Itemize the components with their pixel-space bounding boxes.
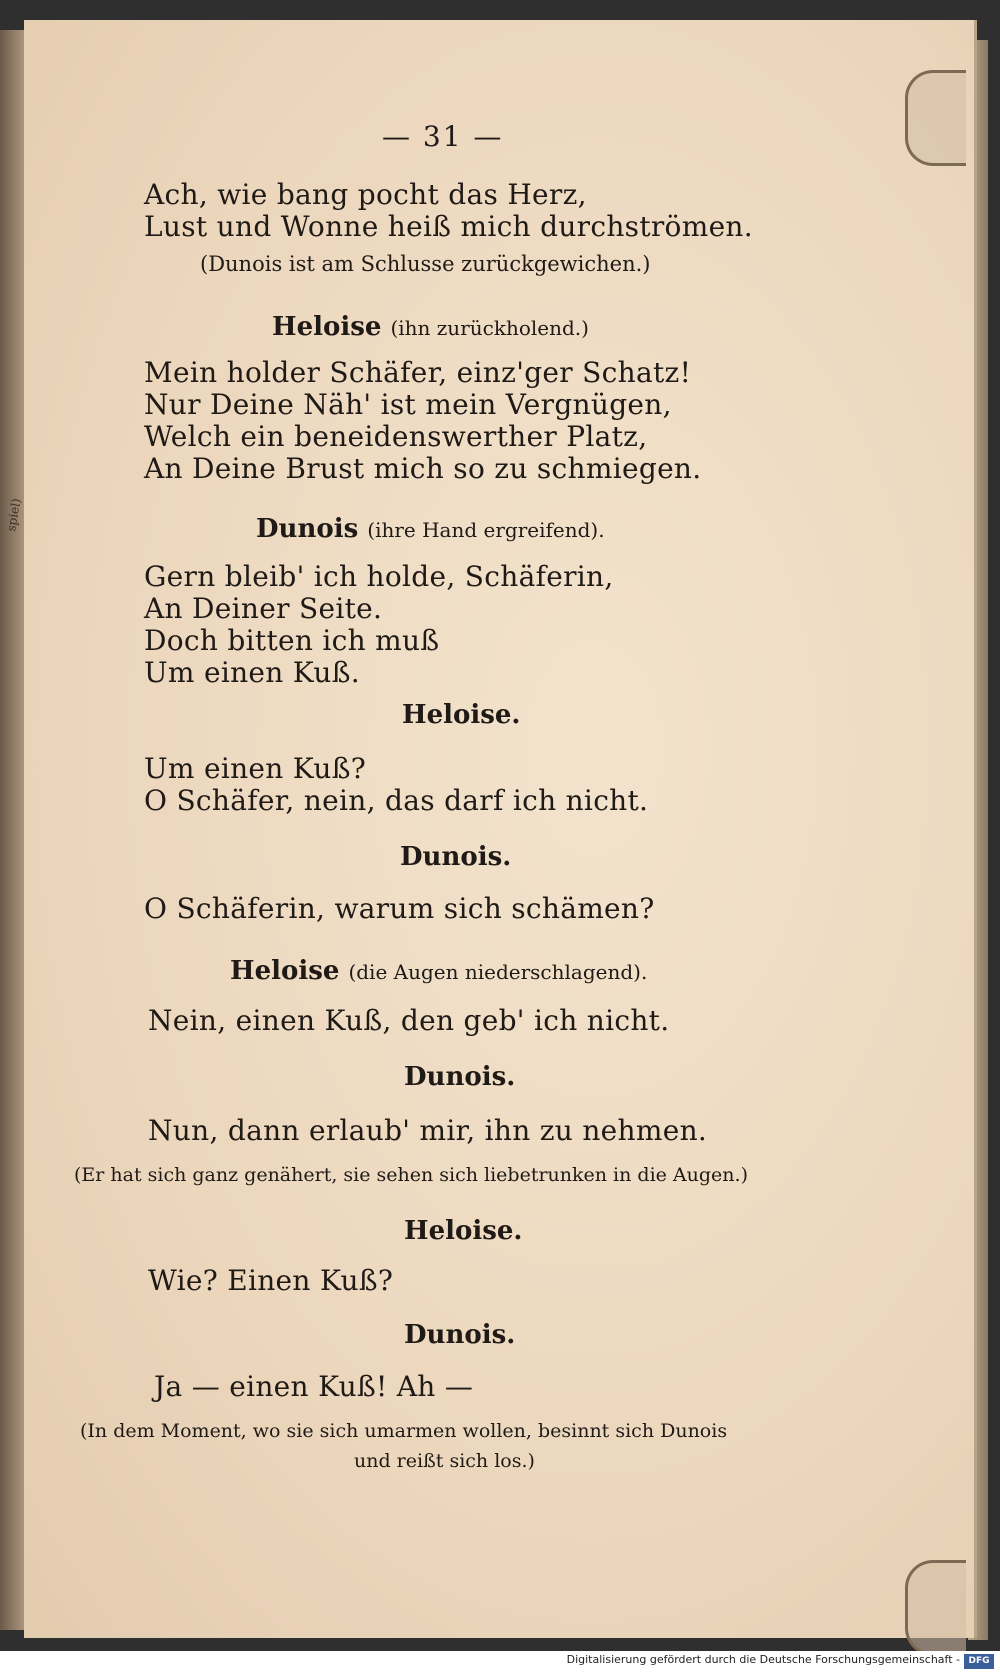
speaker-name: Heloise: [272, 312, 382, 342]
verse-line: Um einen Kuß.: [144, 656, 360, 689]
verse-line: Welch ein beneidenswerther Platz,: [144, 420, 648, 453]
speaker-heading: [230, 956, 647, 986]
speaker-heading: [272, 312, 589, 342]
verse-line: Um einen Kuß?: [144, 752, 367, 785]
verse-line: Wie? Einen Kuß?: [148, 1264, 394, 1297]
page-clip-top: [905, 70, 966, 166]
verse-line: O Schäferin, warum sich schämen?: [144, 892, 655, 925]
verse-line: Gern bleib' ich holde, Schäferin,: [144, 560, 614, 593]
speaker-direction: (die Augen niederschlagend).: [348, 960, 648, 984]
speaker-direction: (ihn zurückholend.): [390, 316, 589, 340]
stage-direction: (Er hat sich ganz genähert, sie sehen sich liebetrunken in die Augen.): [74, 1164, 748, 1186]
book-page: [24, 20, 977, 1638]
speaker-name: Heloise.: [404, 1216, 523, 1246]
verse-line: Nein, einen Kuß, den geb' ich nicht.: [148, 1004, 670, 1037]
verse-line: Lust und Wonne heiß mich durchströmen.: [144, 210, 753, 243]
speaker-heading: [400, 842, 511, 872]
speaker-direction: (ihre Hand ergreifend).: [367, 518, 605, 542]
verse-line: O Schäfer, nein, das darf ich nicht.: [144, 784, 649, 817]
speaker-name: Dunois.: [404, 1062, 516, 1092]
stage-direction: (Dunois ist am Schlusse zurückgewichen.): [200, 252, 651, 276]
speaker-heading: [404, 1216, 522, 1246]
speaker-heading: [404, 1320, 515, 1350]
stage-direction: und reißt sich los.): [354, 1450, 535, 1472]
speaker-name: Heloise: [230, 956, 340, 986]
speaker-heading: [256, 514, 605, 544]
stage-direction: (In dem Moment, wo sie sich umarmen wollen, besinnt sich Dunois: [80, 1420, 728, 1442]
verse-line: Ja — einen Kuß! Ah —: [154, 1370, 474, 1403]
verse-line: Mein holder Schäfer, einz'ger Schatz!: [144, 356, 692, 389]
verse-line: Doch bitten ich muß: [144, 624, 440, 657]
dfg-logo: DFG: [964, 1654, 994, 1669]
speaker-name: Dunois.: [400, 842, 512, 872]
speaker-name: Dunois.: [404, 1320, 516, 1350]
speaker-heading: [402, 700, 520, 730]
page-number: — 31 —: [382, 120, 504, 153]
verse-line: Ach, wie bang pocht das Herz,: [144, 178, 587, 211]
speaker-name: Dunois: [256, 514, 359, 544]
speaker-heading: [404, 1062, 515, 1092]
speaker-name: Heloise.: [402, 700, 521, 730]
digitization-footer: [0, 1651, 1000, 1673]
footer-credit: Digitalisierung gefördert durch die Deutsche Forschungsgemeinschaft -: [566, 1653, 960, 1666]
verse-line: An Deine Brust mich so zu schmiegen.: [144, 452, 702, 485]
page-clip-bottom: [905, 1560, 966, 1656]
verse-line: Nun, dann erlaub' mir, ihn zu nehmen.: [148, 1114, 708, 1147]
margin-note: spiel): [4, 497, 24, 533]
verse-line: An Deiner Seite.: [144, 592, 383, 625]
verse-line: Nur Deine Näh' ist mein Vergnügen,: [144, 388, 672, 421]
